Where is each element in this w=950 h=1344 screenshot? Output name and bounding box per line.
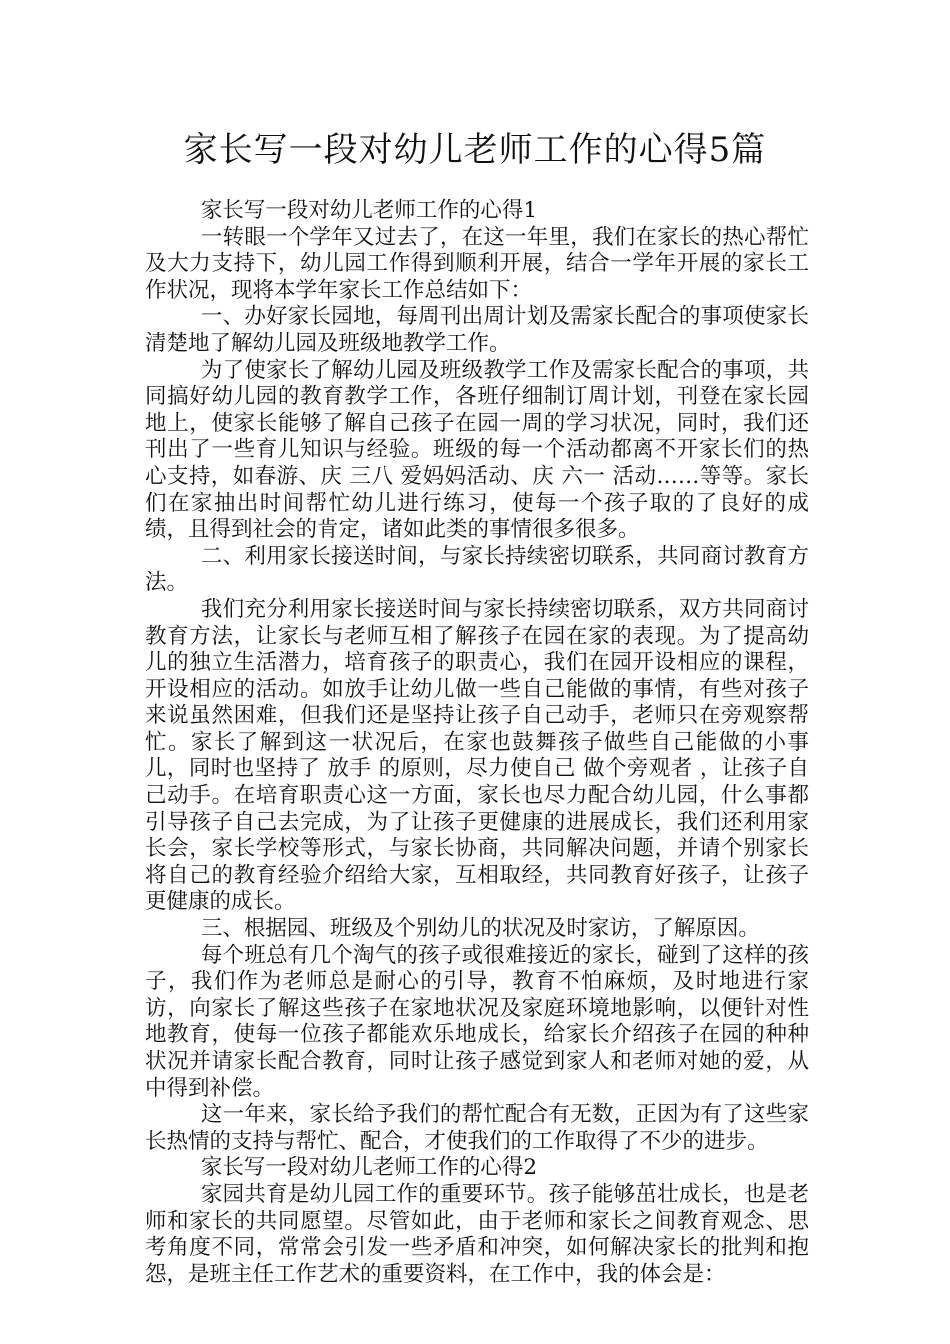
paragraph: 家园共育是幼儿园工作的重要环节。孩子能够茁壮成长，也是老师和家长的共同愿望。尽管如此，由于老师和家长之间教育观念、思考角度不同，常常会引发一些矛盾和冲突，如何解决家长的批判和抱怨，是班主任工作艺术的重要资料，在工作中，我的体会是： [145, 1181, 809, 1287]
paragraph: 一转眼一个学年又过去了，在这一年里，我们在家长的热心帮忙及大力支持下，幼儿园工作得到顺利开展，结合一学年开展的家长工作状况，现将本学年家长工作总结如下： [145, 224, 809, 303]
paragraph: 这一年来，家长给予我们的帮忙配合有无数，正因为有了这些家长热情的支持与帮忙、配合，才使我们的工作取得了不少的进步。 [145, 1102, 809, 1154]
paragraph: 每个班总有几个淘气的孩子或很难接近的家长，碰到了这样的孩子，我们作为老师总是耐心的引导，教育不怕麻烦，及时地进行家访，向家长了解这些孩子在家地状况及家庭环境地影响，以便针对性地教育，使每一位孩子都能欢乐地成长，给家长介绍孩子在园的种种状况并请家长配合教育，同时让孩子感觉到家人和老师对她的爱，从中得到补偿。 [145, 942, 809, 1101]
paragraph: 三、根据园、班级及个别幼儿的状况及时家访，了解原因。 [200, 916, 760, 942]
paragraph: 二、利用家长接送时间，与家长持续密切联系，共同商讨教育方法。 [145, 543, 809, 596]
section-heading-2: 家长写一段对幼儿老师工作的心得2 [200, 1155, 538, 1181]
paragraph: 一、办好家长园地，每周刊出周计划及需家长配合的事项使家长清楚地了解幼儿园及班级地教学工作。 [145, 304, 809, 356]
section-heading-1: 家长写一段对幼儿老师工作的心得1 [200, 198, 538, 223]
document-title: 家长写一段对幼儿老师工作的心得5篇 [183, 130, 767, 170]
paragraph: 为了使家长了解幼儿园及班级教学工作及需家长配合的事项，共同搞好幼儿园的教育教学工作，各班仔细制订周计划，刊登在家长园地上，使家长能够了解自己孩子在园一周的学习状况，同时，我们还刊出了一些育儿知识与经验。班级的每一个活动都离不开家长们的热心支持，如春游、庆 三八 爱妈妈活动、庆 六一 活动……等等。家长们在家抽出时间帮忙幼儿进行练习，使每一个孩子取的了良好的成绩，且得到社会的肯定，诸如此类的事情很多很多。 [145, 357, 809, 543]
document-body [145, 198, 809, 1288]
paragraph: 我们充分利用家长接送时间与家长持续密切联系，双方共同商讨教育方法，让家长与老师互相了解孩子在园在家的表现。为了提高幼儿的独立生活潜力，培育孩子的职责心，我们在园开设相应的课程，开设相应的活动。如放手让幼儿做一些自己能做的事情，有些对孩子来说虽然困难，但我们还是坚持让孩子自己动手，老师只在旁观察帮忙。家长了解到这一状况后，在家也鼓舞孩子做些自己能做的小事儿，同时也坚持了 放手 的原则，尽力使自己 做个旁观者 ，让孩子自己动手。在培育职责心这一方面，家长也尽力配合幼儿园，什么事都引导孩子自己去完成，为了让孩子更健康的进展成长，我们还利用家长会，家长学校等形式，与家长协商，共同解决问题，并请个别家长将自己的教育经验介绍给大家，互相取经，共同教育好孩子，让孩子更健康的成长。 [145, 596, 809, 915]
